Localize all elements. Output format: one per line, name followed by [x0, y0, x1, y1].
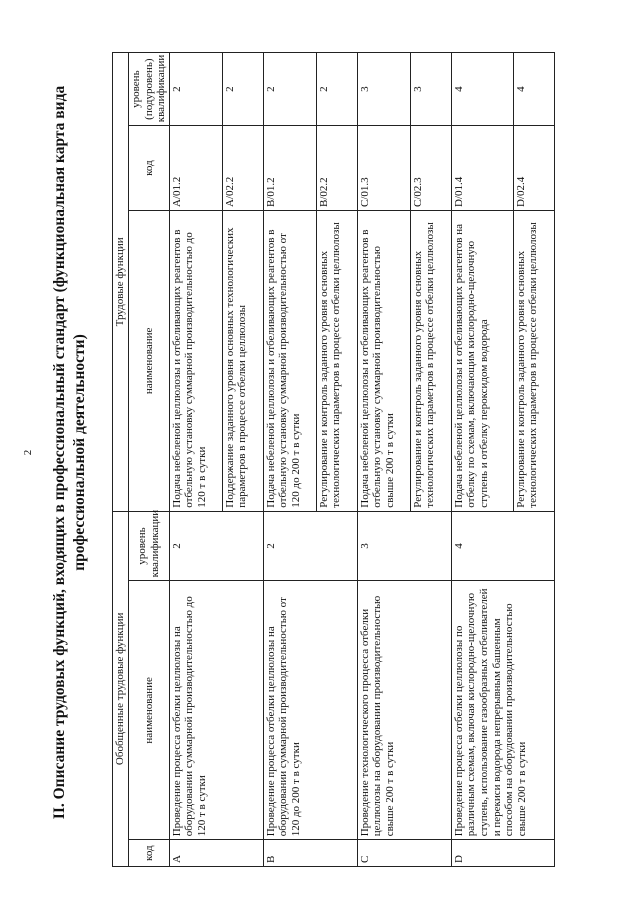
function-name: Регулирование и контроль заданного уровня основных технологических параметров в процессе отбелки целлюлозы	[513, 210, 554, 511]
function-code: A/01.2	[169, 126, 222, 211]
group-code: B	[263, 840, 357, 867]
group-level: 4	[451, 511, 554, 581]
header-code: код	[129, 840, 170, 867]
group-header-row	[113, 53, 129, 867]
function-name: Подача небеленой целлюлозы и отбеливающих реагентов в отбельную установку суммарной производительностью до 120 т в сутки	[169, 210, 222, 511]
function-code: A/02.2	[222, 126, 263, 211]
function-name: Регулирование и контроль заданного уровня основных технологических параметров в процессе отбелки целлюлозы	[316, 210, 357, 511]
group-code: A	[169, 840, 263, 867]
function-sublevel: 4	[513, 53, 554, 126]
labor-functions-header: Трудовые функции	[113, 53, 129, 512]
function-code: B/02.2	[316, 126, 357, 211]
group-name: Проведение процесса отбелки целлюлозы на оборудовании суммарной производительностью до 120 т в сутки	[169, 581, 263, 840]
function-name: Подача небеленой целлюлозы и отбеливающих реагентов на отбелку по схемам, включающим кислородно-щелочную ступень и отбелку пероксидом водорода	[451, 210, 513, 511]
column-header-row	[129, 53, 170, 867]
group-name: Проведение технологического процесса отбелки целлюлозы на оборудовании производительностью свыше 200 т в сутки	[357, 581, 451, 840]
section-title: II. Описание трудовых функций, входящих в профессиональный стандарт (функциональная карта вида профессиональной деятельности)	[51, 85, 88, 820]
function-sublevel: 2	[316, 53, 357, 126]
header-tf-code: код	[129, 126, 170, 211]
header-qualification-level: уровень квалификации	[129, 511, 170, 581]
function-sublevel: 2	[263, 53, 316, 126]
function-sublevel: 3	[410, 53, 451, 126]
table-row	[451, 53, 513, 867]
function-name: Подача небеленой целлюлозы и отбеливающих реагентов в отбельную установку суммарной производительностью от 120 до 200 т в сутки	[263, 210, 316, 511]
table-row	[169, 53, 222, 867]
function-code: D/02.4	[513, 126, 554, 211]
generalized-functions-header: Обобщенные трудовые функции	[113, 511, 129, 866]
function-name: Регулирование и контроль заданного уровня основных технологических параметров в процессе отбелки целлюлозы	[410, 210, 451, 511]
function-name: Подача небеленой целлюлозы и отбеливающих реагентов в отбельную установку суммарной производительностью свыше 200 т в сутки	[357, 210, 410, 511]
function-sublevel: 2	[169, 53, 222, 126]
function-code: B/01.2	[263, 126, 316, 211]
function-sublevel: 4	[451, 53, 513, 126]
function-code: C/01.3	[357, 126, 410, 211]
group-name: Проведение процесса отбелки целлюлозы на оборудовании суммарной производительностью от 120 до 200 т в сутки	[263, 581, 357, 840]
table-row	[357, 53, 410, 867]
header-tf-sublevel: уровень (подуровень) квалификации	[129, 53, 170, 126]
group-level: 2	[169, 511, 263, 581]
function-code: C/02.3	[410, 126, 451, 211]
group-code: C	[357, 840, 451, 867]
function-code: D/01.4	[451, 126, 513, 211]
group-code: D	[451, 840, 554, 867]
functional-map-table	[112, 52, 555, 867]
function-sublevel: 3	[357, 53, 410, 126]
group-level: 3	[357, 511, 451, 581]
group-level: 2	[263, 511, 357, 581]
header-tf-name: наименование	[129, 210, 170, 511]
group-name: Проведение процесса отбелки целлюлозы по различным схемам, включая кислородно-щелочную ступень, использование газообразных отбеливателей и перекиси водорода непрерывным башенным способом на оборудовании производительностью свыше 200 т в сутки	[451, 581, 554, 840]
function-sublevel: 2	[222, 53, 263, 126]
page-number: 2	[22, 449, 34, 456]
function-name: Поддержание заданного уровня основных технологических параметров в процессе отбелки целлюлозы	[222, 210, 263, 511]
table-row	[263, 53, 316, 867]
header-name: наименование	[129, 581, 170, 840]
